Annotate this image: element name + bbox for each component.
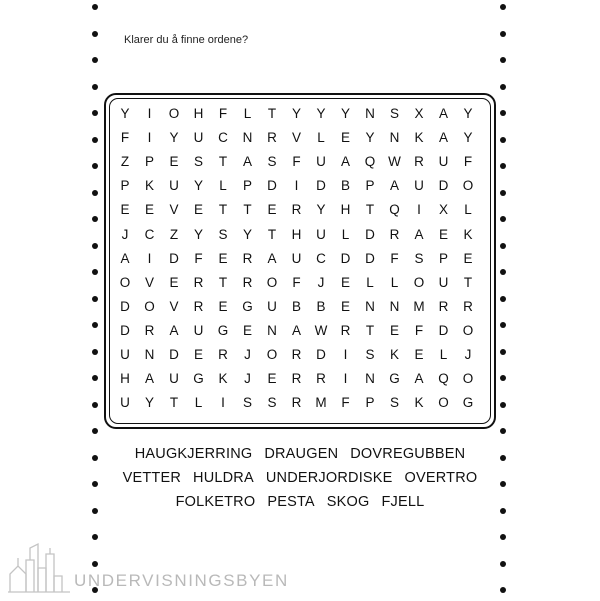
grid-letter[interactable]: F [292,154,301,170]
grid-letter[interactable]: A [438,106,448,121]
border-dot [92,31,98,37]
brand-logo [8,540,308,596]
grid-letter[interactable]: H [291,226,302,242]
grid-letter[interactable]: Y [316,106,326,121]
border-dot [500,534,506,540]
grid-letter[interactable]: E [267,202,277,218]
grid-letter[interactable]: R [438,298,449,314]
grid-letter[interactable]: T [365,322,375,338]
grid-letter[interactable]: G [217,322,229,338]
grid-letter[interactable]: F [463,154,473,170]
grid-letter[interactable]: S [267,154,277,170]
grid-letter[interactable]: D [267,178,277,194]
border-dot [92,84,98,90]
grid-letter[interactable]: T [218,274,228,290]
grid-letter[interactable]: A [414,371,424,387]
border-dot [500,31,506,37]
grid-letter[interactable]: Y [463,130,473,146]
grid-letter[interactable]: Y [340,106,350,121]
grid-letter[interactable]: D [365,226,375,242]
grid-letter[interactable]: F [120,130,130,146]
grid-letter[interactable]: A [438,130,448,146]
grid-letter[interactable]: A [340,154,350,170]
grid-letter[interactable]: Y [193,226,203,242]
grid-letter[interactable]: K [414,130,424,146]
grid-letter[interactable]: E [169,154,179,170]
grid-letter[interactable]: Q [389,202,400,218]
grid-letter[interactable]: S [193,154,203,170]
grid-letter[interactable]: R [242,274,253,290]
grid-letter[interactable]: K [144,178,154,194]
grid-letter[interactable]: C [218,130,228,146]
border-dot [92,137,98,143]
grid-letter[interactable]: E [463,250,473,266]
grid-letter[interactable]: O [168,106,180,121]
grid-letter[interactable]: A [389,178,399,194]
grid-letter[interactable]: K [414,395,424,411]
border-dot [500,4,506,10]
grid-letter[interactable]: O [462,371,474,387]
grid-letter[interactable]: X [414,106,424,121]
grid-letter[interactable]: G [193,371,204,387]
grid-letter[interactable]: R [316,371,326,387]
grid-letter[interactable]: Y [242,226,252,242]
border-dot [500,110,506,116]
grid-letter[interactable]: N [365,298,375,314]
word-list-item: FJELL [381,494,425,510]
grid-letter[interactable]: R [463,298,473,314]
grid-letter[interactable]: N [242,130,253,146]
grid-letter[interactable]: Q [438,371,449,387]
border-dot [92,269,98,275]
grid-letter[interactable]: U [193,130,204,146]
grid-letter[interactable]: T [243,202,252,218]
border-dot [92,190,98,196]
grid-letter[interactable]: O [266,274,278,290]
grid-letter[interactable]: D [316,347,326,362]
border-dot [92,402,98,408]
grid-letter[interactable]: B [291,298,301,314]
grid-letter[interactable]: W [314,322,328,338]
grid-letter[interactable]: E [144,202,154,218]
border-dot [92,243,98,249]
word-list-item: FOLKETRO [175,494,256,510]
grid-letter[interactable]: D [438,322,449,338]
grid-letter[interactable]: S [365,347,375,362]
border-dot [92,296,98,302]
border-dot [500,190,506,196]
grid-letter[interactable]: F [292,274,301,290]
grid-letter[interactable]: I [294,178,299,194]
grid-letter[interactable]: S [267,395,277,411]
grid-letter[interactable]: T [218,202,228,218]
grid-letter[interactable]: P [120,178,130,194]
grid-letter[interactable]: N [267,322,277,338]
grid-letter[interactable]: R [242,250,253,266]
grid-letter[interactable]: Y [291,106,301,121]
grid-letter[interactable]: R [291,347,302,362]
border-dot [92,455,98,461]
grid-letter[interactable]: S [218,226,228,242]
border-dot [500,216,506,222]
grid-letter[interactable]: I [147,130,152,146]
grid-letter[interactable]: F [194,250,203,266]
grid-letter[interactable]: B [340,178,350,194]
border-dot [92,322,98,328]
grid-letter[interactable]: T [267,106,277,121]
grid-letter[interactable]: S [389,395,399,411]
grid-letter[interactable]: U [169,178,179,194]
word-list-item: DRAUGEN [264,446,339,462]
grid-letter[interactable]: U [316,154,326,170]
grid-letter[interactable]: E [218,298,228,314]
border-dot [92,508,98,514]
grid-letter[interactable]: O [266,347,278,362]
word-list-item: HAUGKJERRING [134,446,253,462]
grid-letter[interactable]: R [193,298,204,314]
border-dot [500,402,506,408]
grid-letter[interactable]: Z [169,226,179,242]
grid-letter[interactable]: R [144,322,155,338]
grid-letter[interactable]: Y [463,106,473,121]
grid-letter[interactable]: S [389,106,399,121]
word-list-line [100,494,500,510]
grid-letter[interactable]: R [218,347,228,362]
grid-letter[interactable]: U [414,178,424,194]
grid-letter[interactable]: E [242,322,252,338]
grid-letter[interactable]: E [389,322,399,338]
grid-letter[interactable]: F [218,106,228,121]
brand-name: UNDERVISNINGSBYEN [74,571,289,590]
grid-letter[interactable]: U [316,226,326,242]
grid-letter[interactable]: W [388,154,401,170]
grid-letter[interactable]: L [243,106,252,121]
grid-letter[interactable]: E [169,274,179,290]
grid-letter[interactable]: X [438,202,448,218]
border-dot [92,163,98,169]
grid-letter[interactable]: N [365,106,375,121]
grid-letter[interactable]: E [414,347,424,362]
grid-letter[interactable]: E [340,274,350,290]
grid-letter[interactable]: G [462,395,474,411]
grid-letter[interactable]: U [438,154,449,170]
grid-letter[interactable]: J [244,347,251,362]
grid-letter[interactable]: B [316,298,326,314]
grid-letter[interactable]: U [120,395,130,411]
grid-letter[interactable]: Y [365,130,375,146]
grid-letter[interactable]: E [438,226,448,242]
grid-letter[interactable]: H [120,371,130,387]
grid-letter[interactable]: A [144,371,154,387]
grid-letter[interactable]: N [389,298,400,314]
grid-letter[interactable]: N [144,347,155,362]
grid-letter[interactable]: T [169,395,179,411]
grid-letter[interactable]: S [414,250,424,266]
border-dot [500,561,506,567]
grid-letter[interactable]: E [218,250,228,266]
word-list-item: DOVREGUBBEN [350,446,466,462]
grid-letter[interactable]: D [120,322,130,338]
dotted-border-right [500,0,508,600]
grid-letter[interactable]: D [169,347,179,362]
grid-letter[interactable]: P [242,178,252,194]
grid-letter[interactable]: F [414,322,424,338]
border-dot [92,481,98,487]
border-dot [500,137,506,143]
grid-letter[interactable]: A [414,226,424,242]
grid-letter[interactable]: V [144,274,154,290]
grid-letter[interactable]: M [315,395,327,411]
instruction-text: Klarer du å finne ordene? [124,34,249,46]
grid-letter[interactable]: D [438,178,449,194]
grid-letter[interactable]: L [439,347,448,362]
word-list-item: OVERTRO [404,470,478,486]
grid-letter[interactable]: D [365,250,375,266]
border-dot [500,481,506,487]
border-dot [500,57,506,63]
border-dot [500,349,506,355]
grid-letter[interactable]: L [464,202,472,218]
grid-letter[interactable]: V [169,298,179,314]
grid-letter[interactable]: O [413,274,425,290]
grid-letter[interactable]: R [414,154,424,170]
border-dot [92,428,98,434]
grid-letter[interactable]: R [291,202,302,218]
grid-letter[interactable]: D [340,250,351,266]
grid-letter[interactable]: L [194,395,203,411]
grid-letter[interactable]: J [244,371,251,387]
word-list-item: HULDRA [193,470,254,486]
grid-letter[interactable]: Z [120,154,130,170]
dotted-border-left [92,0,100,600]
grid-letter[interactable]: Y [120,106,130,121]
grid-letter[interactable]: O [119,274,131,290]
grid-letter[interactable]: R [267,130,277,146]
grid-letter[interactable]: G [389,371,400,387]
border-dot [500,296,506,302]
grid-letter[interactable]: O [438,395,449,411]
grid-letter[interactable]: I [417,202,421,218]
grid-letter[interactable]: T [365,202,375,218]
border-dot [500,587,506,593]
grid-letter[interactable]: D [120,298,130,314]
grid-letter[interactable]: K [218,371,228,387]
grid-letter[interactable]: L [390,274,399,290]
grid-letter[interactable]: I [147,106,152,121]
grid-letter[interactable]: L [219,178,227,194]
grid-letter[interactable]: A [169,322,179,338]
grid-letter[interactable]: R [340,322,351,338]
grid-letter[interactable]: F [341,395,350,411]
grid-letter[interactable]: A [120,250,130,266]
border-dot [92,216,98,222]
grid-letter[interactable]: T [267,226,277,242]
grid-letter[interactable]: V [169,202,179,218]
border-dot [92,349,98,355]
grid-letter[interactable]: E [193,347,203,362]
grid-letter[interactable]: L [366,274,374,290]
word-list-item: SKOG [326,494,370,510]
border-dot [92,57,98,63]
grid-letter[interactable]: P [438,250,448,266]
word-list-line [100,446,500,462]
border-dot [92,4,98,10]
grid-letter[interactable]: O [462,178,474,194]
grid-letter[interactable]: U [291,250,302,266]
grid-letter[interactable]: V [291,130,301,146]
border-dot [92,375,98,381]
grid-letter[interactable]: E [340,298,350,314]
grid-letter[interactable]: U [120,347,130,362]
grid-letter[interactable]: R [291,395,302,411]
grid-letter[interactable]: U [169,371,179,387]
grid-letter[interactable]: I [221,395,225,411]
grid-letter[interactable]: I [147,250,152,266]
grid-letter[interactable]: O [462,322,474,338]
grid-letter[interactable]: F [390,250,399,266]
grid-letter[interactable]: K [389,347,399,362]
grid-letter[interactable]: Q [364,154,376,170]
grid-letter[interactable]: A [291,322,301,338]
grid-letter[interactable]: U [267,298,277,314]
grid-letter[interactable]: E [340,130,350,146]
grid-letter[interactable]: P [365,395,375,411]
border-dot [500,243,506,249]
grid-letter[interactable]: N [389,130,400,146]
grid-letter[interactable]: J [121,226,129,242]
grid-letter[interactable]: Y [169,130,179,146]
grid-letter[interactable]: Y [144,395,154,411]
grid-letter[interactable]: A [242,154,252,170]
grid-letter[interactable]: P [144,154,154,170]
border-dot [500,84,506,90]
grid-letter[interactable]: A [267,250,277,266]
grid-letter[interactable]: K [463,226,473,242]
grid-letter[interactable]: E [120,202,130,218]
border-dot [92,110,98,116]
grid-letter[interactable]: C [316,250,326,266]
grid-letter[interactable]: Y [193,178,203,194]
grid-letter[interactable]: L [341,226,350,242]
grid-letter[interactable]: L [317,130,325,146]
grid-letter[interactable]: E [193,202,203,218]
grid-letter[interactable]: H [193,106,204,121]
grid-letter[interactable]: D [316,178,326,194]
grid-letter[interactable]: Y [316,202,326,218]
grid-letter[interactable]: N [365,371,375,387]
grid-letter[interactable]: D [169,250,179,266]
grid-letter[interactable]: I [343,347,348,362]
border-dot [500,269,506,275]
grid-letter[interactable]: C [144,226,155,242]
word-list-item: PESTA [267,494,315,510]
grid-letter[interactable]: R [193,274,204,290]
grid-letter[interactable]: G [242,298,253,314]
grid-letter[interactable]: E [267,371,277,387]
grid-letter[interactable]: U [193,322,204,338]
grid-letter[interactable]: J [317,274,325,290]
grid-letter[interactable]: T [463,274,473,290]
word-list-item: UNDERJORDISKE [265,470,393,486]
grid-letter[interactable]: T [218,154,228,170]
word-list-item: VETTER [122,470,182,486]
grid-letter[interactable]: O [144,298,155,314]
border-dot [500,428,506,434]
city-skyline-icon [8,540,78,596]
grid-letter[interactable]: H [340,202,351,218]
grid-letter[interactable]: I [343,371,348,387]
border-dot [500,508,506,514]
grid-letter[interactable]: S [242,395,252,411]
border-dot [500,322,506,328]
border-dot [500,455,506,461]
grid-letter[interactable]: U [438,274,449,290]
grid-letter[interactable]: P [365,178,375,194]
border-dot [500,375,506,381]
grid-letter[interactable]: R [291,371,302,387]
grid-letter[interactable]: R [389,226,400,242]
grid-letter[interactable]: J [464,347,472,362]
border-dot [500,163,506,169]
grid-letter[interactable]: M [413,298,425,314]
word-list-line [100,470,500,486]
